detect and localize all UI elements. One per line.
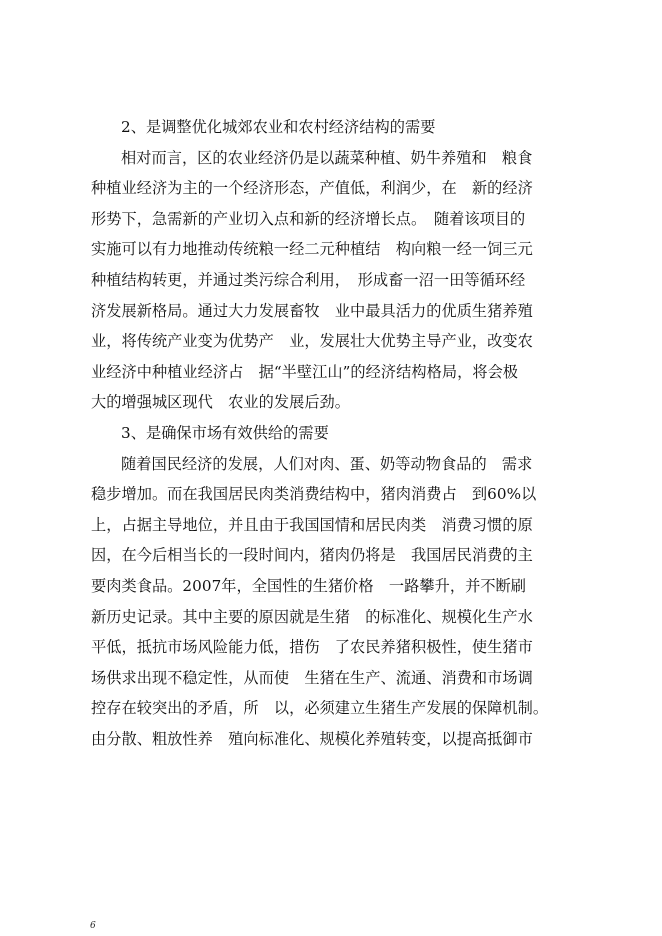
paragraph-line: 新历史记录。其中主要的原因就是生猪 的标准化、规模化生产水 [91, 607, 533, 626]
paragraph-line: 实施可以有力地推动传统粮一经二元种植结 构向粮一经一饲三元 [91, 240, 533, 259]
paragraph-line: 要肉类食品。2007年，全国性的生猪价格 一路攀升，并不断刷 [91, 576, 527, 595]
paragraph-line: 大的增强城区现代 农业的发展后劲。 [91, 393, 351, 412]
paragraph-line: 相对而言，区的农业经济仍是以蔬菜种植、奶牛养殖和 粮食 [121, 148, 533, 167]
paragraph-line: 济发展新格局。通过大力发展畜牧 业中最具活力的优质生猪养殖 [91, 301, 533, 320]
paragraph-line: 种植结构转更，并通过类污综合利用， 形成畜一沼一田等循环经 [91, 270, 526, 289]
page-number: 6 [90, 921, 96, 931]
paragraph-line: 场供求出现不稳定性，从而使 生猪在生产、流通、消费和市场调 [91, 668, 533, 687]
paragraph-line: 业经济中种植业经济占 据“半壁江山”的经济结构格局，将会极 [91, 362, 519, 381]
section-heading-3: 3、是确保市场有效供给的需要 [121, 423, 329, 442]
paragraph-line: 由分散、粗放性养 殖向标准化、规模化养殖转变，以提高抵御市 [91, 729, 533, 748]
paragraph-line: 控存在较突出的矛盾，所 以，必须建立生猪生产发展的保障机制。 [91, 699, 549, 718]
paragraph-line: 上，占据主导地位，并且由于我国国情和居民肉类 消费习惯的原 [91, 515, 533, 534]
paragraph-line: 形势下，急需新的产业切入点和新的经济增长点。 随着该项目的 [91, 209, 526, 228]
paragraph-line: 种植业经济为主的一个经济形态，产值低，利润少，在 新的经济 [91, 179, 533, 198]
paragraph-line: 业，将传统产业变为优势产 业，发展壮大优势主导产业，改变农 [91, 332, 533, 351]
paragraph-line: 随着国民经济的发展，人们对肉、蛋、奶等动物食品的 需求 [121, 454, 533, 473]
body-text [91, 112, 575, 754]
paragraph-line: 因，在今后相当长的一段时间内，猪肉仍将是 我国居民消费的主 [91, 546, 533, 565]
section-heading-2: 2、是调整优化城郊农业和农村经济结构的需要 [121, 118, 436, 136]
paragraph-line: 平低，抵抗市场风险能力低，措伤 了农民养猪积极性，使生猪市 [91, 638, 533, 657]
paragraph-line: 稳步增加。而在我国居民肉类消费结构中，猪肉消费占 到60%以 [91, 485, 537, 504]
